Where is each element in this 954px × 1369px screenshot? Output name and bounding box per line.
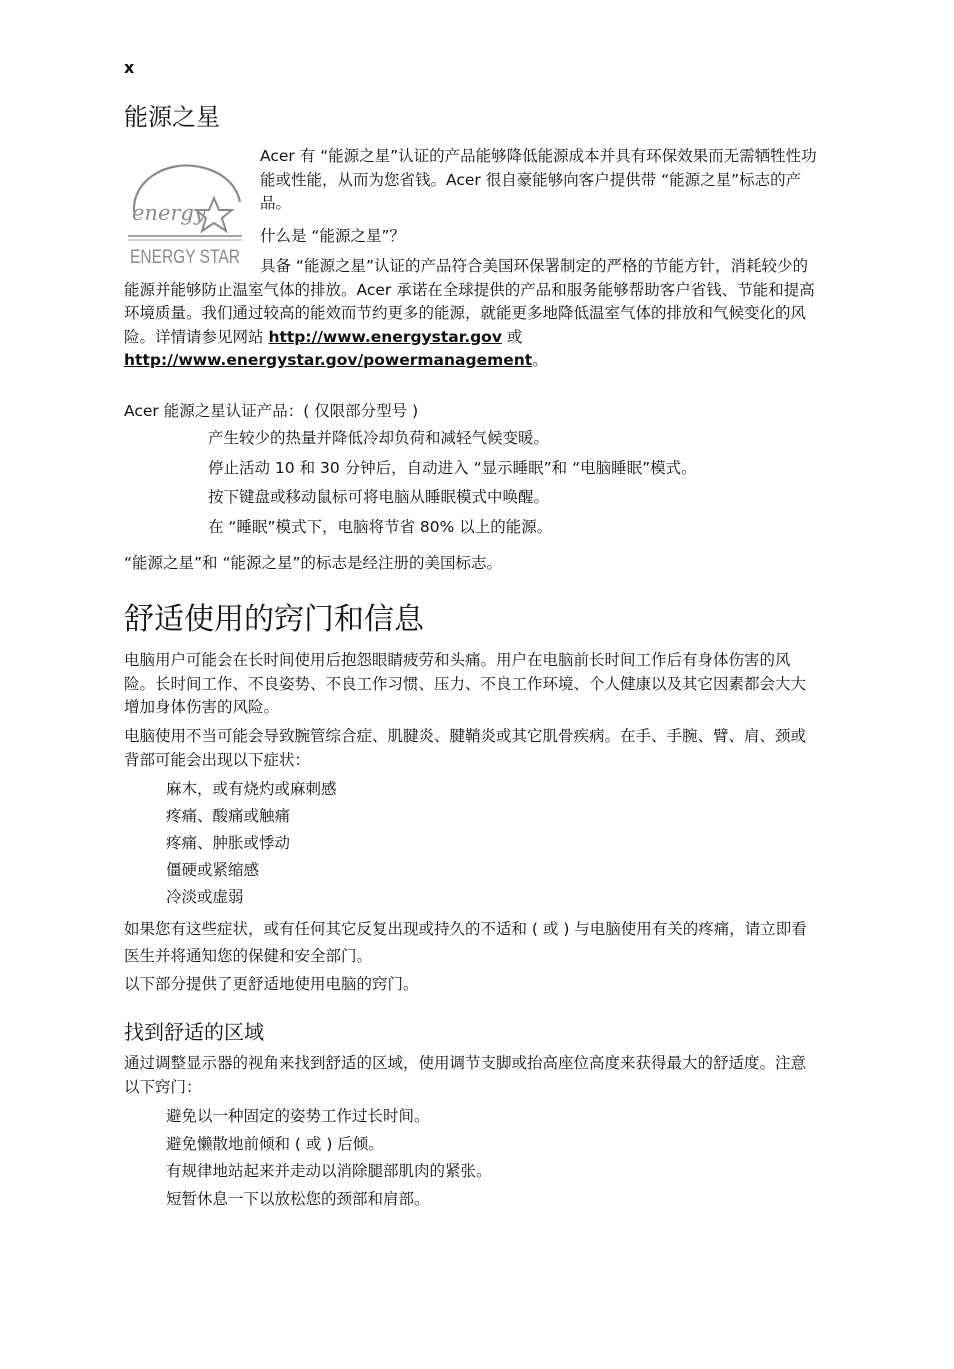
energy-star-logo <box>126 160 244 270</box>
certified-products-title: Acer 能源之星认证产品：( 仅限部分型号 ) <box>124 402 419 420</box>
energy-star-heading: 能源之星 <box>124 103 220 131</box>
energystar-link[interactable]: http://www.energystar.gov <box>268 327 502 346</box>
logo-label-text: ENERGY STAR <box>130 247 240 268</box>
list-item: 疼痛、酸痛或触痛 <box>166 807 291 825</box>
list-item: 避免懒散地前倾和 ( 或 ) 后倾。 <box>166 1134 384 1153</box>
list-item: 按下键盘或移动鼠标可将电脑从睡眠模式中唤醒。 <box>208 488 550 506</box>
list-item: 产生较少的热量并降低冷却负荷和减轻气候变暖。 <box>208 429 550 447</box>
energy-description-text: 具备 “能源之星”认证的产品符合美国环保署制定的严格的节能方针，消耗较少的能源并能够防止温室气体的排放。Acer 承诺在全球提供的产品和服务能够帮助客户省钱、节能和提高环境质量。我们通过较高的能效而节约更多的能源，就能更多地降低温室气体的排放和气候变化的风险。详情请参见网站 <box>124 257 815 346</box>
list-item: 短暂休息一下以放松您的颈部和肩部。 <box>166 1189 430 1208</box>
ergonomics-heading: 舒适使用的窍门和信息 <box>124 602 424 637</box>
or-text: 或 <box>501 327 523 346</box>
ergonomics-paragraph-2: 电脑使用不当可能会导致腕管综合症、肌腱炎、腱鞘炎或其它肌骨疾病。在手、手腕、臂、肩、颈或背部可能会出现以下症状： <box>124 727 807 769</box>
trademark-notice: “能源之星”和 “能源之星”的标志是经注册的美国标志。 <box>124 554 503 572</box>
energy-description-paragraph <box>124 255 820 373</box>
symptoms-list <box>166 776 337 911</box>
comfort-zone-paragraph: 通过调整显示器的视角来找到舒适的区域，使用调节支脚或抬高座位高度来获得最大的舒适度。注意以下窍门： <box>124 1054 807 1096</box>
energy-intro-paragraph: Acer 有 “能源之星”认证的产品能够降低能源成本并具有环保效果而无需牺牲性功能或性能，从而为您省钱。Acer 很自豪能够向客户提供带 “能源之星”标志的产品。 <box>260 147 817 212</box>
list-item: 疼痛、肿胀或悸动 <box>166 834 291 852</box>
page-number: x <box>124 58 135 77</box>
ergonomics-paragraph-4: 以下部分提供了更舒适地使用电脑的窍门。 <box>124 975 419 993</box>
list-item: 麻木，或有烧灼或麻刺感 <box>166 780 337 798</box>
logo-wrap-spacer <box>124 270 260 271</box>
powermanagement-link[interactable]: http://www.energystar.gov/powermanagement <box>124 351 533 369</box>
list-item: 避免以一种固定的姿势工作过长时间。 <box>166 1107 430 1125</box>
list-item: 停止活动 10 和 30 分钟后，自动进入 “显示睡眠”和 “电脑睡眠”模式。 <box>208 458 697 477</box>
ergonomics-paragraph-3: 如果您有这些症状，或有任何其它反复出现或持久的不适和 ( 或 ) 与电脑使用有关的疼痛，请立即看医生并将通知您的保健和安全部门。 <box>124 920 807 965</box>
what-is-energy-star: 什么是 “能源之星”？ <box>260 227 405 245</box>
list-item: 在 “睡眠”模式下，电脑将节省 80% 以上的能源。 <box>208 517 553 536</box>
list-item: 有规律地站起来并走动以消除腿部肌肉的紧张。 <box>166 1162 492 1180</box>
list-item: 冷淡或虚弱 <box>166 888 244 906</box>
list-item: 僵硬或紧缩感 <box>166 861 260 879</box>
logo-script-text: energy <box>132 201 206 225</box>
energy-star-logo-graphic <box>126 160 244 270</box>
end-punctuation: 。 <box>532 351 548 369</box>
comfort-zone-heading: 找到舒适的区域 <box>124 1020 264 1044</box>
comfort-tips-list <box>166 1103 492 1213</box>
energy-features-list <box>208 427 697 539</box>
ergonomics-paragraph-1: 电脑用户可能会在长时间使用后抱怨眼睛疲劳和头痛。用户在电脑前长时间工作后有身体伤害的风险。长时间工作、不良姿势、不良工作习惯、压力、不良工作环境、个人健康以及其它因素都会大大增加身体伤害的风险。 <box>124 651 807 716</box>
